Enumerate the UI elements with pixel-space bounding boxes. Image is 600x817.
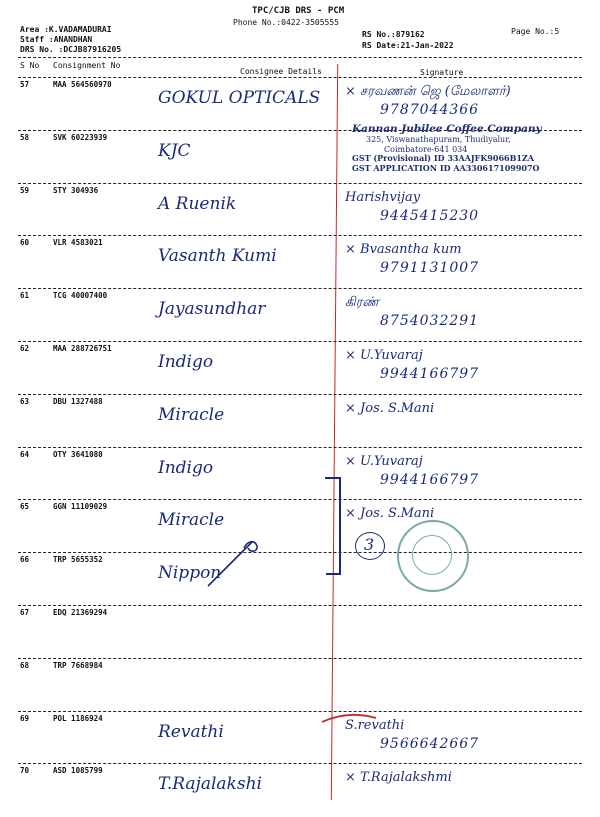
- row-signature: × சரவணன் ஜெ (மேலாளர்): [345, 84, 511, 99]
- table-row: [0, 553, 600, 606]
- row-phone: 9791131007: [380, 260, 480, 277]
- row-sno: 63: [20, 396, 30, 406]
- table-row: [0, 712, 600, 765]
- row-consignee: Indigo: [158, 352, 214, 372]
- phone-number: Phone No.:0422-3505555: [233, 18, 339, 27]
- row-consignee: Miracle: [158, 510, 225, 531]
- row-consignee: KJC: [158, 140, 191, 161]
- row-sno: 68: [20, 660, 30, 670]
- row-consignment-no: SVK 60223939: [53, 132, 108, 142]
- row-phone: 9566642667: [380, 735, 480, 752]
- col-consignee-header: Consignee Details: [240, 67, 322, 76]
- row-consignee: A Ruenik: [158, 193, 237, 214]
- row-signature: × Jos. S.Mani: [345, 506, 435, 522]
- table-row: [0, 236, 600, 289]
- stamp-gst-app-line: GST APPLICATION ID AA330617109907O: [352, 162, 540, 173]
- row-sno: 67: [20, 608, 30, 617]
- table-row: [0, 606, 600, 659]
- row-signature: × Jos. S.Mani: [345, 400, 435, 416]
- area-label: Area :K.VADAMADURAI: [20, 25, 112, 34]
- col-consignment-header: Consignment No: [53, 61, 121, 70]
- row-consignment-no: GGN 11109029: [53, 502, 108, 512]
- table-row: [0, 342, 600, 395]
- row-phone: 9944166797: [380, 366, 480, 382]
- row-sno: 59: [20, 185, 30, 195]
- row-sno: 60: [20, 238, 30, 248]
- bracket-mark: [320, 474, 350, 584]
- row-consignment-no: EDQ 21369294: [53, 608, 108, 617]
- page-number: Page No.:5: [511, 27, 560, 36]
- row-consignee: Indigo: [158, 457, 214, 478]
- row-signature: S.revathi: [345, 717, 405, 733]
- table-row: [0, 395, 600, 448]
- row-consignee: Jayasundhar: [158, 299, 266, 320]
- row-phone: 9787044366: [380, 102, 480, 118]
- drs-number: DRS No. :DCJB87916205: [20, 45, 122, 54]
- row-consignment-no: TRP 5655352: [53, 555, 103, 565]
- row-sno: 69: [20, 713, 30, 723]
- row-consignment-no: DBU 1327488: [53, 396, 103, 406]
- row-consignment-no: VLR 4583021: [53, 238, 103, 248]
- row-sno: 64: [20, 449, 30, 459]
- table-row: [0, 659, 600, 712]
- row-consignee: GOKUL OPTICALS: [158, 88, 321, 108]
- col-sno-header: S No: [20, 61, 40, 70]
- row-signature: × T.Rajalakshmi: [345, 770, 452, 786]
- row-consignee: Miracle: [158, 404, 225, 425]
- rs-date: RS Date:21-Jan-2022: [362, 41, 454, 50]
- row-signature: × Bvasantha kum: [345, 242, 462, 258]
- row-consignment-no: MAA 564560970: [53, 80, 112, 89]
- row-consignment-no: OTY 3641080: [53, 449, 103, 459]
- col-signature-header: Signature: [420, 68, 464, 77]
- row-consignee: T.Rajalakshi: [158, 774, 262, 795]
- row-consignment-no: POL 1186924: [53, 713, 103, 723]
- table-row: [0, 500, 600, 553]
- document-title: TPC/CJB DRS - PCM: [252, 6, 345, 16]
- row-signature: Harishvijay: [345, 189, 421, 205]
- row-consignment-no: TCG 40007400: [53, 291, 108, 301]
- row-phone: 8754032291: [380, 313, 480, 330]
- table-row: [0, 289, 600, 342]
- row-consignment-no: ASD 1085799: [53, 766, 103, 776]
- row-sno: 57: [20, 80, 30, 89]
- staff-label: Staff :ANANDHAN: [20, 35, 93, 44]
- row-consignee: Vasanth Kumi: [158, 246, 277, 267]
- row-sno: 70: [20, 766, 30, 776]
- row-sno: 62: [20, 344, 30, 353]
- row-sno: 58: [20, 132, 30, 142]
- company-stamp: [352, 123, 592, 173]
- row-consignment-no: MAA 288726751: [53, 344, 112, 353]
- row-sno: 61: [20, 291, 30, 301]
- row-consignment-no: TRP 7668984: [53, 660, 103, 670]
- row-signature: × U.Yuvaraj: [345, 453, 423, 469]
- rs-number: RS No.:879162: [362, 30, 425, 39]
- table-row: [0, 184, 600, 237]
- row-signature: கிரண்: [345, 295, 379, 311]
- row-consignee: Revathi: [158, 721, 224, 742]
- row-sno: 65: [20, 502, 30, 512]
- row-sno: 66: [20, 555, 30, 565]
- document-header: [0, 0, 600, 70]
- header-divider-top: [18, 57, 582, 58]
- row-consignee: Nippon: [158, 563, 222, 584]
- stamp-address-line2: Coimbatore-641 034: [384, 144, 468, 154]
- table-row: [0, 764, 600, 817]
- stamp-address-line1: 325, Viswanathapuram, Thudiyalur,: [366, 135, 511, 144]
- stamp-company-name: Kannan Jubilee Coffee Company: [352, 123, 542, 135]
- row-phone: 9944166797: [380, 471, 480, 488]
- row-consignment-no: STY 304936: [53, 185, 99, 195]
- pen-stroke-mark: [200, 520, 290, 590]
- stamp-gst-line: GST (Provisional) ID 33AAJFK9066B1ZA: [352, 153, 534, 163]
- row-phone: 9445415230: [380, 207, 480, 224]
- circled-number-mark: 3: [355, 532, 385, 560]
- row-signature: × U.Yuvaraj: [345, 348, 423, 363]
- round-seal-stamp: [397, 520, 469, 592]
- table-row: [0, 448, 600, 501]
- red-stroke-mark: [320, 700, 380, 730]
